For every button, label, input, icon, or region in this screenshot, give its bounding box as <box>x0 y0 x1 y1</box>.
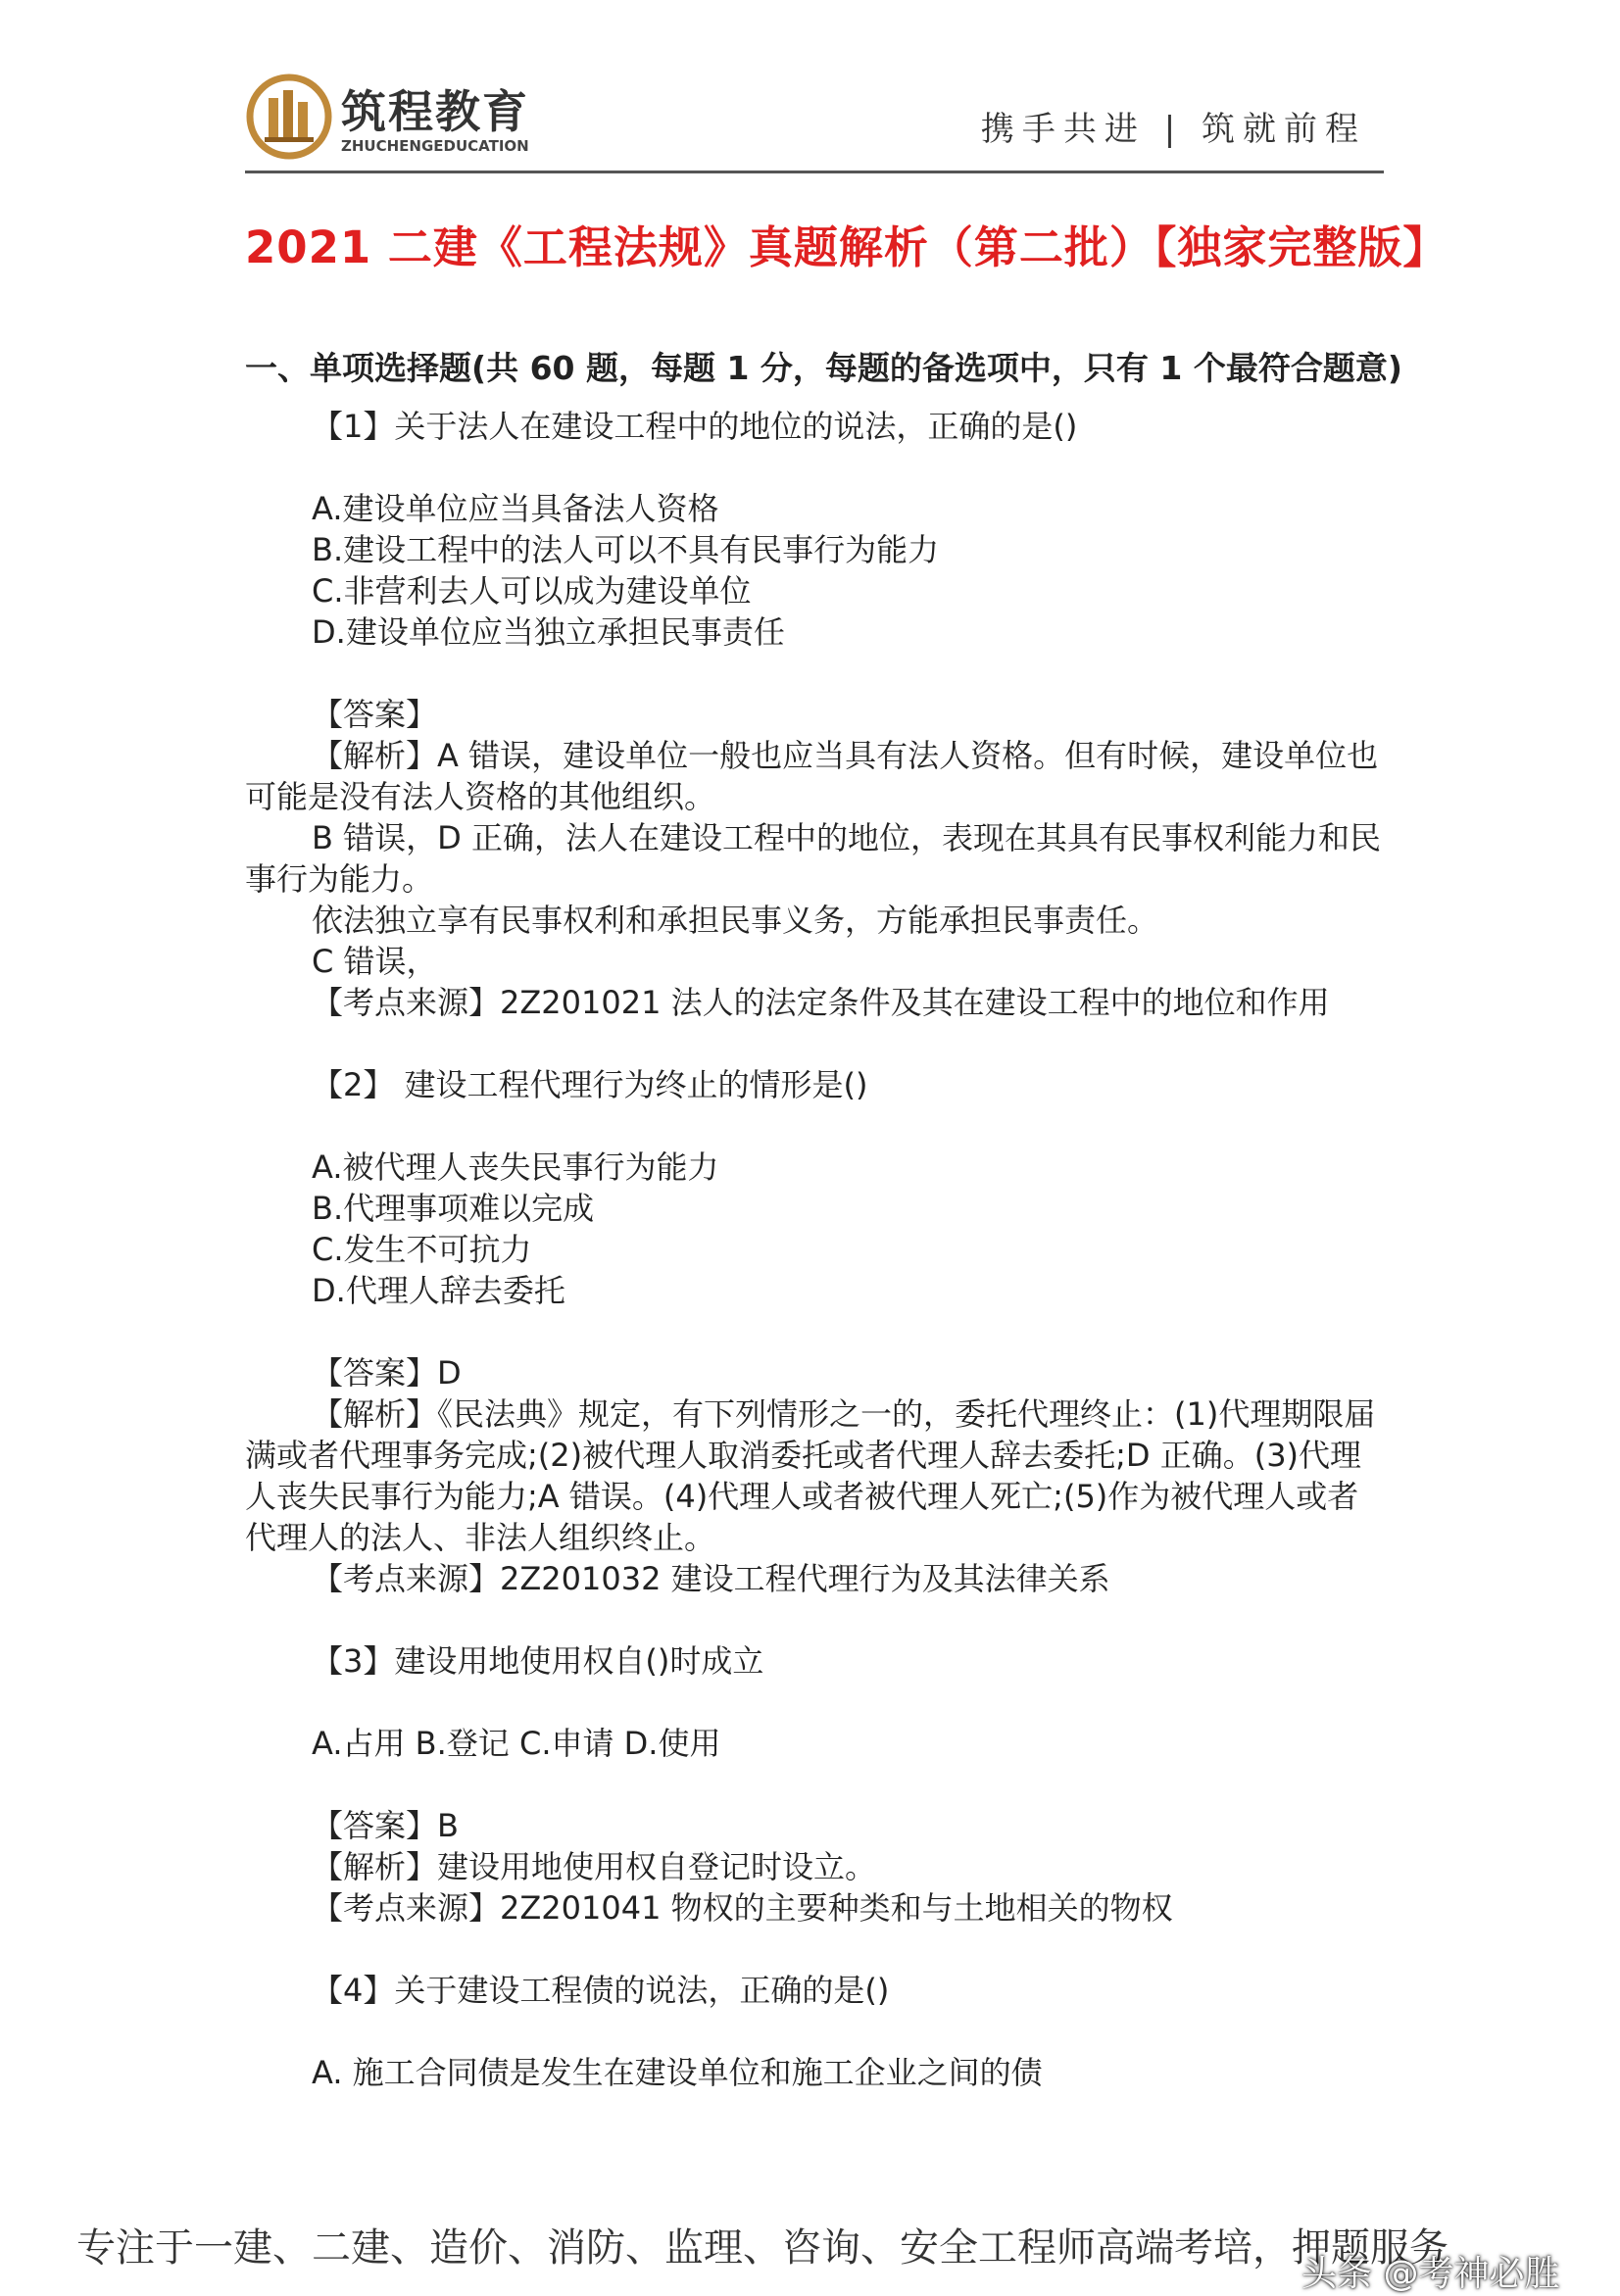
question-3-stem: 【3】建设用地使用权自()时成立 <box>312 1642 764 1680</box>
section-heading: 一、单项选择题(共 60 题，每题 1 分，每题的备选项中，只有 1 个最符合题意) <box>245 349 1402 387</box>
question-2-option-c: C.发生不可抗力 <box>312 1231 532 1268</box>
question-1-stem: 【1】关于法人在建设工程中的地位的说法，正确的是() <box>312 408 1078 445</box>
zhucheng-logo-icon <box>245 73 333 161</box>
question-1-source: 【考点来源】2Z201021 法人的法定条件及其在建设工程中的地位和作用 <box>312 984 1330 1021</box>
header-slogan: 携手共进 | 筑就前程 <box>980 110 1366 149</box>
question-1-answer: 【答案】 <box>312 696 438 733</box>
footer-banner: 专注于一建、二建、造价、消防、监理、咨询、安全工程师高端考培，押题服务 <box>76 2225 1448 2271</box>
question-1-option-a: A.建设单位应当具备法人资格 <box>312 490 719 527</box>
question-3-analysis: 【解析】建设用地使用权自登记时设立。 <box>312 1848 877 1885</box>
question-2-option-a: A.被代理人丧失民事行为能力 <box>312 1148 719 1186</box>
document-body <box>245 406 1384 2093</box>
question-3-source: 【考点来源】2Z201041 物权的主要种类和与土地相关的物权 <box>312 1889 1173 1927</box>
question-2-option-b: B.代理事项难以完成 <box>312 1190 595 1227</box>
brand-name-en: ZHUCHENGEDUCATION <box>341 137 529 155</box>
question-4-stem: 【4】关于建设工程债的说法，正确的是() <box>312 1972 890 2009</box>
document-title: 2021 二建《工程法规》真题解析（第二批）【独家完整版】 <box>245 221 1448 273</box>
question-4-option-a: A. 施工合同债是发生在建设单位和施工企业之间的债 <box>312 2054 1043 2091</box>
question-2-option-d: D.代理人辞去委托 <box>312 1272 565 1309</box>
question-2-answer: 【答案】D <box>312 1354 462 1392</box>
question-1-option-c: C.非营利去人可以成为建设单位 <box>312 572 752 610</box>
question-1-analysis-3: 依法独立享有民事权利和承担民事义务，方能承担民事责任。 <box>312 902 1159 939</box>
page-header <box>245 67 1384 173</box>
question-2-analysis: 【解析】《民法典》规定，有下列情形之一的，委托代理终止：(1)代理期限届满或者代理事务完成;(2)被代理人取消委托或者代理人辞去委托;D 正确。(3)代理人丧失民事行为能力;A 错误。(4)代理人或者被代理人死亡;(5)作为被代理人或者代理人的法人、非法人组织终止。 <box>245 1395 1376 1556</box>
question-2-source: 【考点来源】2Z201032 建设工程代理行为及其法律关系 <box>312 1560 1110 1597</box>
question-1-analysis-2: B 错误，D 正确，法人在建设工程中的地位，表现在其具有民事权利能力和民事行为能力。 <box>245 819 1381 898</box>
question-1-analysis-1: 【解析】A 错误，建设单位一般也应当具有法人资格。但有时候，建设单位也可能是没有法人资格的其他组织。 <box>245 737 1379 815</box>
question-3-answer: 【答案】B <box>312 1807 459 1844</box>
watermark: 头条 @考神必胜 <box>1301 2254 1560 2294</box>
brand-name-cn: 筑程教育 <box>341 85 529 138</box>
question-1-option-d: D.建设单位应当独立承担民事责任 <box>312 613 785 651</box>
question-1-option-b: B.建设工程中的法人可以不具有民事行为能力 <box>312 531 940 568</box>
question-3-options: A.占用 B.登记 C.申请 D.使用 <box>312 1725 721 1762</box>
question-1-analysis-4: C 错误， <box>312 943 438 980</box>
question-2-stem: 【2】 建设工程代理行为终止的情形是() <box>312 1066 868 1103</box>
